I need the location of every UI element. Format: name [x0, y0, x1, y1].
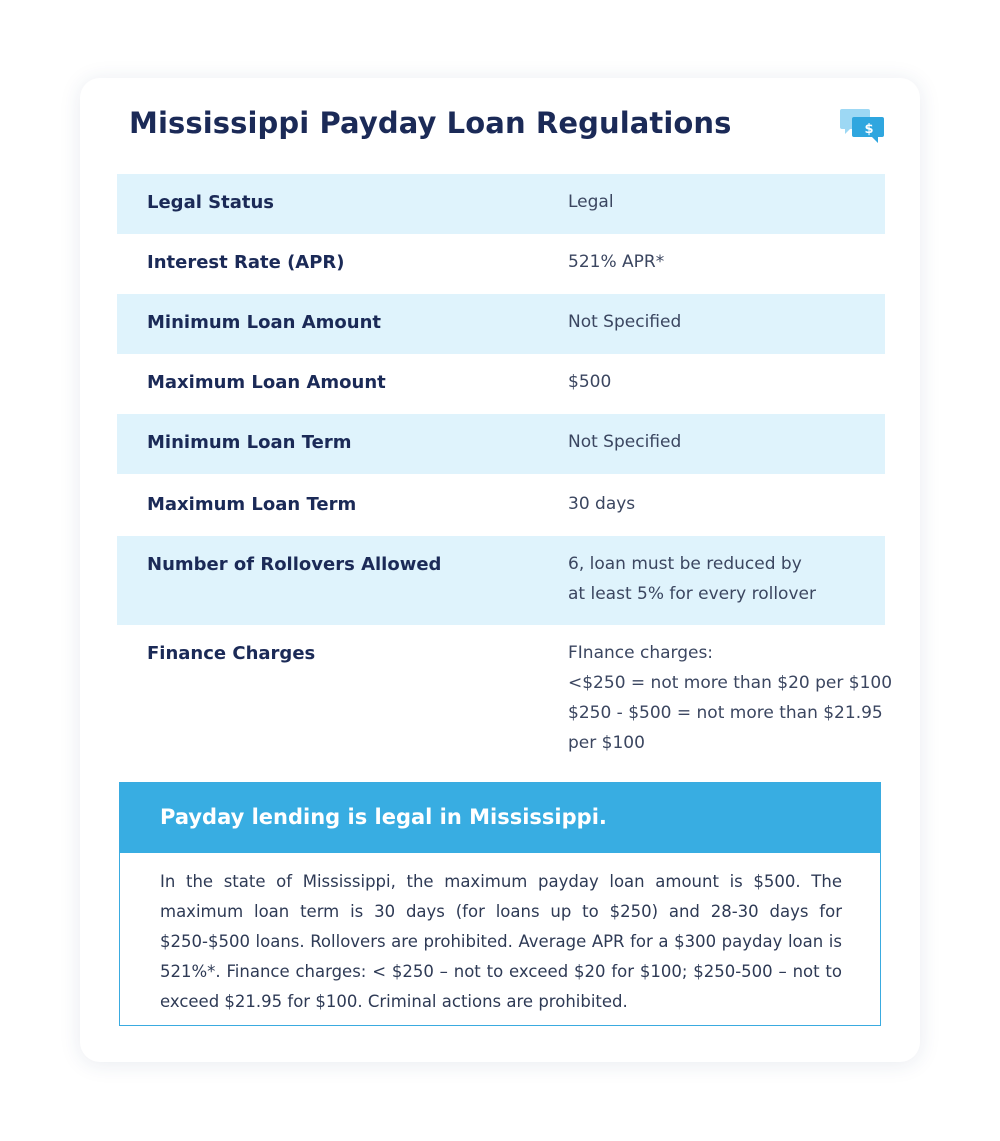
row-value: Not Specified [568, 312, 682, 332]
table-row [117, 536, 885, 625]
row-label: Maximum Loan Amount [147, 372, 386, 393]
row-value: Not Specified [568, 432, 682, 452]
row-value: 521% APR* [568, 252, 665, 272]
table-row [117, 625, 893, 775]
page-title: Mississippi Payday Loan Regulations [129, 106, 732, 140]
table-row [117, 174, 885, 234]
row-label: Interest Rate (APR) [147, 252, 345, 273]
row-label: Number of Rollovers Allowed [147, 554, 442, 575]
chat-dollar-icon [840, 106, 886, 146]
table-row [117, 474, 885, 536]
table-row [117, 354, 885, 414]
dollar-glyph: $ [864, 122, 874, 137]
row-value: Legal [568, 192, 614, 212]
notice-title: Payday lending is legal in Mississippi. [160, 805, 607, 829]
row-label: Finance Charges [147, 643, 316, 664]
row-value: 6, loan must be reduced by at least 5% for every rollover [568, 554, 816, 604]
row-label: Minimum Loan Amount [147, 312, 382, 333]
table-row [117, 294, 885, 354]
row-value: 30 days [568, 494, 636, 514]
row-label: Maximum Loan Term [147, 494, 357, 515]
summary-notice [119, 782, 881, 1026]
regulations-card [80, 78, 920, 1062]
notice-body: In the state of Mississippi, the maximum payday loan amount is $500. The maximum loan term is 30 days (for loans up to $250) and 28-30 days for $250-$500 loans. Rollovers are prohibited. Average APR for a $300 payday loan is 521%*. Finance charges: < $250 – not to exceed $20 for $100; $250-500 – not to exceed $21.95 for $100. Criminal actions are prohibited. [160, 872, 842, 1011]
row-value: $500 [568, 372, 612, 392]
table-row [117, 414, 885, 474]
regulations-table [117, 174, 893, 775]
notice-header [120, 783, 880, 853]
row-value: FInance charges: <$250 = not more than $20 per $100 $250 - $500 = not more than $21.95 per $100 [568, 643, 893, 753]
row-label: Minimum Loan Term [147, 432, 352, 453]
row-label: Legal Status [147, 192, 274, 213]
table-row [117, 234, 885, 294]
